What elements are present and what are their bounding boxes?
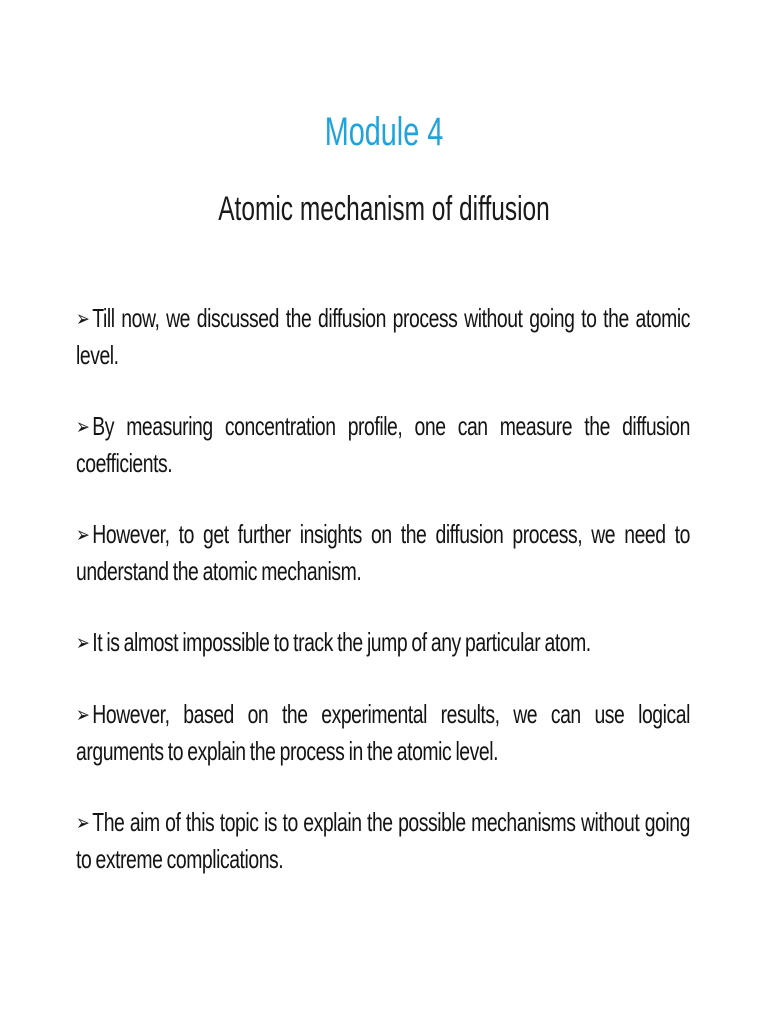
bullet-text: Till now, we discussed the diffusion process without going to the atomic level.	[76, 303, 690, 370]
bullet-item	[76, 300, 690, 372]
arrow-bullet-icon: ➢	[76, 306, 90, 331]
bullet-item	[76, 516, 690, 588]
module-title: Module 4	[324, 110, 444, 154]
arrow-bullet-icon: ➢	[76, 702, 90, 727]
bullet-item	[76, 804, 690, 876]
arrow-bullet-icon: ➢	[76, 414, 90, 439]
bullet-item	[76, 408, 690, 480]
bullet-text: The aim of this topic is to explain the possible mechanisms without going to extreme complications.	[76, 807, 690, 874]
bullet-item	[76, 696, 690, 768]
bullet-text: By measuring concentration profile, one can measure the diffusion coefficients.	[76, 411, 690, 478]
bullet-text: It is almost impossible to track the jump of any particular atom.	[92, 627, 591, 657]
arrow-bullet-icon: ➢	[76, 810, 90, 835]
arrow-bullet-icon: ➢	[76, 630, 90, 655]
bullet-item	[76, 624, 690, 660]
bullet-list	[76, 300, 690, 912]
slide-subtitle: Atomic mechanism of diffusion	[218, 190, 550, 228]
bullet-text: However, to get further insights on the diffusion process, we need to understand the atomic mechanism.	[76, 519, 690, 586]
bullet-text: However, based on the experimental results, we can use logical arguments to explain the process in the atomic level.	[76, 699, 690, 766]
arrow-bullet-icon: ➢	[76, 522, 90, 547]
